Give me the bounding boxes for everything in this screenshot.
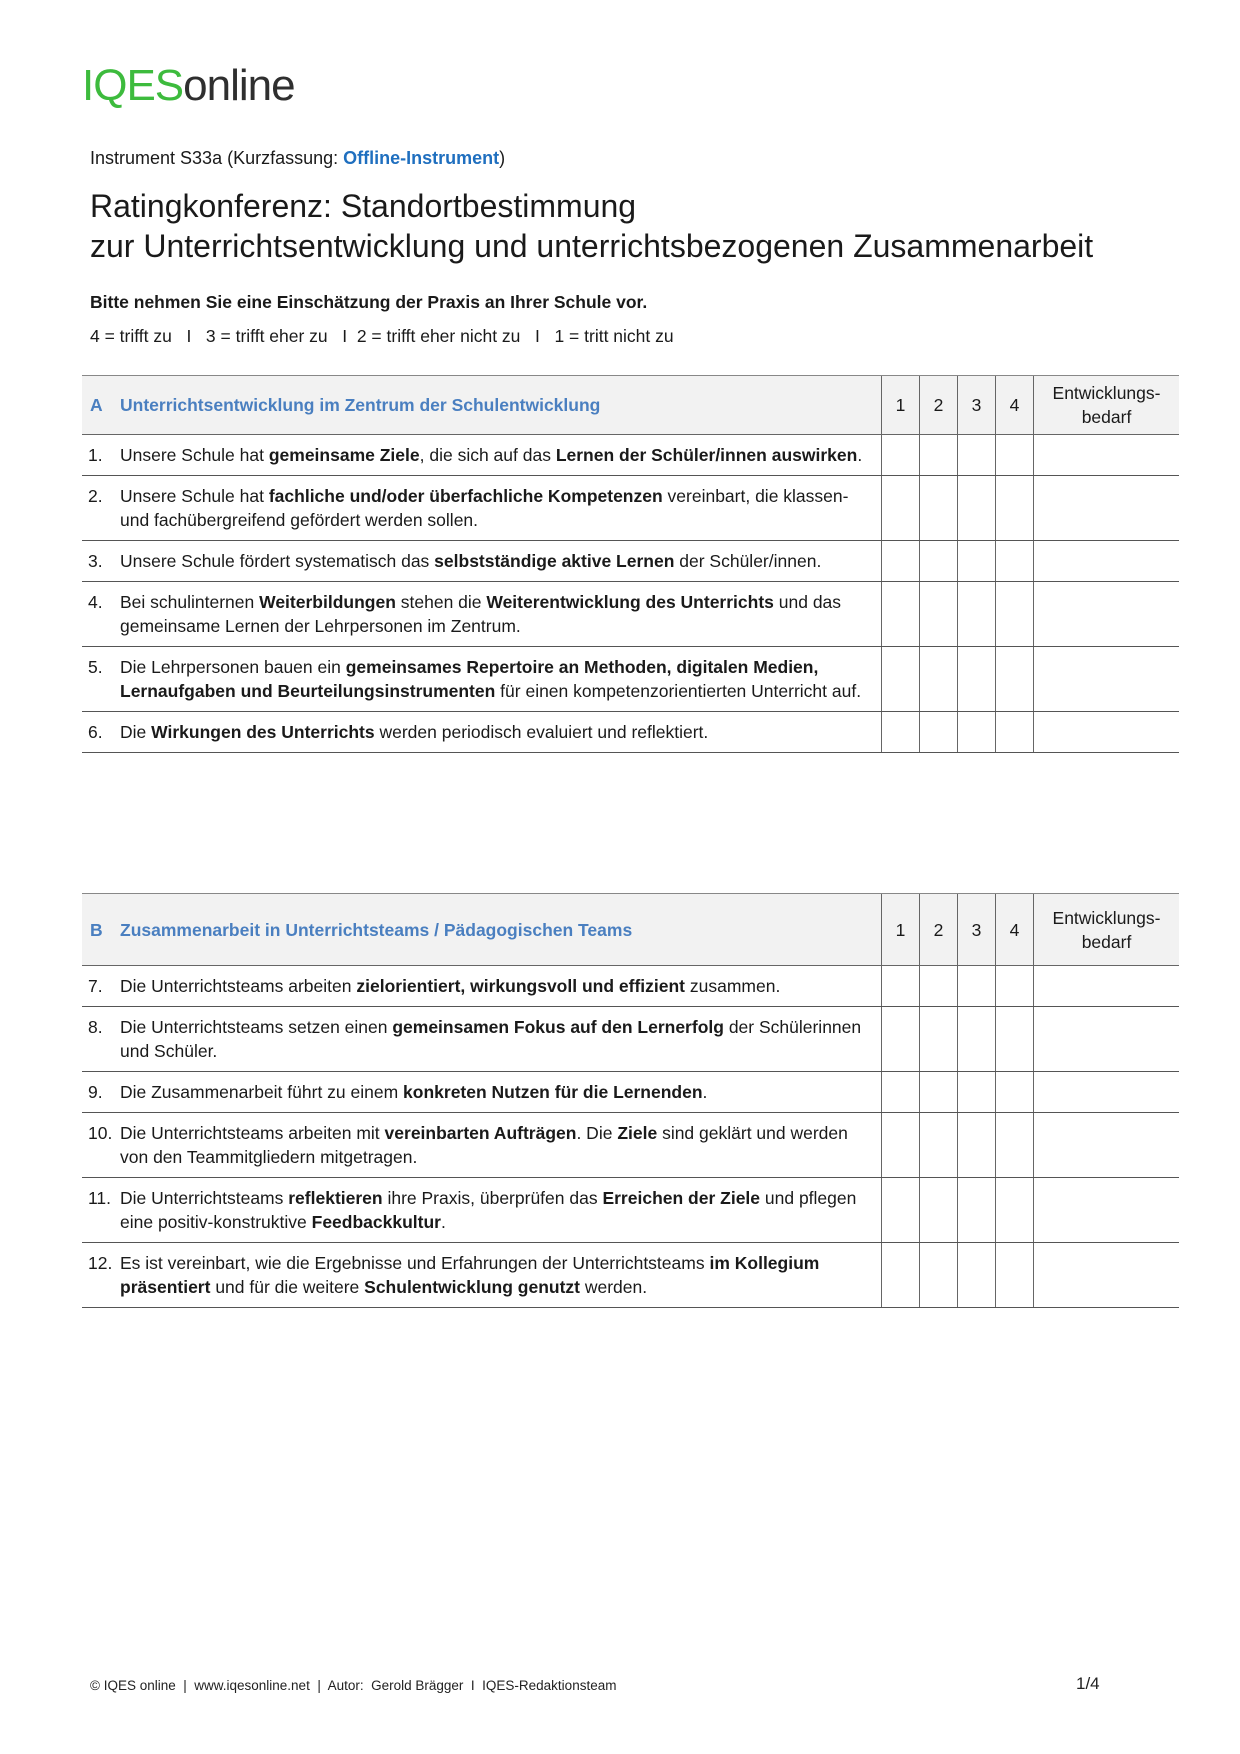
statement-text: Die Unterrichtsteams setzen einen xyxy=(120,1017,393,1037)
rating-cell-2[interactable] xyxy=(920,435,958,476)
section-letter: A xyxy=(82,376,119,435)
statement-text: und für die weitere xyxy=(210,1277,365,1297)
rating-cell-1[interactable] xyxy=(882,1243,920,1308)
statement-text: , die sich auf das xyxy=(419,445,556,465)
rating-cell-4[interactable] xyxy=(996,476,1034,541)
title-line-2: zur Unterrichtsentwicklung und unterrichtsbezogenen Zusammenarbeit xyxy=(90,228,1094,264)
statement-text: Die Lehrpersonen bauen ein xyxy=(120,657,346,677)
need-line-2: bedarf xyxy=(1081,931,1132,952)
item-number: 6. xyxy=(82,712,119,753)
rating-cell-1[interactable] xyxy=(882,1113,920,1178)
rating-cell-4[interactable] xyxy=(996,1243,1034,1308)
item-number: 1. xyxy=(82,435,119,476)
rating-cell-2[interactable] xyxy=(920,541,958,582)
rating-cell-4[interactable] xyxy=(996,1007,1034,1072)
statement-text: Die Unterrichtsteams arbeiten mit xyxy=(120,1123,385,1143)
page-number: 1/4 xyxy=(1076,1674,1100,1693)
rating-cell-1[interactable] xyxy=(882,647,920,712)
instrument-line xyxy=(90,148,505,169)
statement-text: stehen die xyxy=(395,592,487,612)
title-line-1: Ratingkonferenz: Standortbestimmung xyxy=(90,188,637,224)
item-statement xyxy=(119,647,882,712)
statement-emphasis: vereinbarten Aufträgen xyxy=(384,1123,577,1143)
footer-text: © IQES online | www.iqesonline.net | Autor: Gerold Brägger I IQES-Redaktionsteam xyxy=(90,1678,617,1693)
scale-header-3: 3 xyxy=(958,894,996,966)
rating-cell-1[interactable] xyxy=(882,582,920,647)
rating-cell-4[interactable] xyxy=(996,1178,1034,1243)
rating-cell-1[interactable] xyxy=(882,1072,920,1113)
development-need-cell[interactable] xyxy=(1034,1007,1180,1072)
section-letter: B xyxy=(82,894,119,966)
development-need-cell[interactable] xyxy=(1034,712,1180,753)
rating-cell-2[interactable] xyxy=(920,582,958,647)
rating-cell-2[interactable] xyxy=(920,1243,958,1308)
statement-text: Es ist vereinbart, wie die Ergebnisse und Erfahrungen der Unterrichtsteams xyxy=(120,1253,710,1273)
statement-emphasis: Weiterentwicklung des Unterrichts xyxy=(486,592,774,612)
item-number: 12. xyxy=(82,1243,119,1308)
development-need-header xyxy=(1034,894,1180,966)
item-number: 2. xyxy=(82,476,119,541)
statement-text: vereinbart, die klassen- und fachübergreifend gefördert werden sollen. xyxy=(120,486,849,530)
statement-emphasis: Weiterbildungen xyxy=(259,592,396,612)
statement-text: ihre Praxis, überprüfen das xyxy=(382,1188,603,1208)
logo-iqes: IQES xyxy=(82,61,184,110)
development-need-header xyxy=(1034,376,1180,435)
statement-text: Bei schulinternen xyxy=(120,592,260,612)
item-statement xyxy=(119,1113,882,1178)
need-line-1: Entwicklungs- xyxy=(1052,907,1161,928)
statement-text: für einen kompetenzorientierten Unterricht auf. xyxy=(495,681,862,701)
development-need-cell[interactable] xyxy=(1034,1113,1180,1178)
section-title: Unterrichtsentwicklung im Zentrum der Schulentwicklung xyxy=(119,376,882,435)
rating-cell-2[interactable] xyxy=(920,1113,958,1178)
page-title xyxy=(90,186,1093,266)
item-statement xyxy=(119,1178,882,1243)
rating-cell-1[interactable] xyxy=(882,541,920,582)
statement-text: der Schüler/innen. xyxy=(674,551,822,571)
statement-text: Die xyxy=(120,722,152,742)
table-row xyxy=(82,712,1179,753)
statement-emphasis: zielorientiert, wirkungsvoll und effizient xyxy=(356,976,686,996)
statement-text: . xyxy=(857,445,863,465)
item-statement xyxy=(119,712,882,753)
statement-emphasis: Erreichen der Ziele xyxy=(602,1188,761,1208)
development-need-cell[interactable] xyxy=(1034,476,1180,541)
instrument-prefix: Instrument S33a (Kurzfassung: xyxy=(90,148,344,168)
section-a-header xyxy=(82,376,1179,435)
rating-cell-2[interactable] xyxy=(920,712,958,753)
rating-cell-3[interactable] xyxy=(958,712,996,753)
rating-cell-3[interactable] xyxy=(958,435,996,476)
statement-emphasis: gemeinsames Repertoire an Methoden, digitalen Medien, Lernaufgaben und Beurteilungsinstrumenten xyxy=(120,657,819,701)
scale-header-1: 1 xyxy=(882,894,920,966)
rating-cell-4[interactable] xyxy=(996,1113,1034,1178)
rating-cell-2[interactable] xyxy=(920,647,958,712)
scale-header-1: 1 xyxy=(882,376,920,435)
statement-emphasis: Schulentwicklung genutzt xyxy=(364,1277,580,1297)
statement-text: . xyxy=(440,1212,446,1232)
statement-emphasis: selbstständige aktive Lernen xyxy=(434,551,675,571)
statement-emphasis: gemeinsame Ziele xyxy=(268,445,420,465)
item-statement xyxy=(119,1072,882,1113)
scale-header-4: 4 xyxy=(996,894,1034,966)
item-number: 11. xyxy=(82,1178,119,1243)
statement-text: der Schülerinnen und Schüler. xyxy=(120,1017,862,1061)
item-number: 4. xyxy=(82,582,119,647)
rating-cell-4[interactable] xyxy=(996,966,1034,1007)
statement-text: und pflegen eine positiv-konstruktive xyxy=(120,1188,857,1232)
need-line-2: bedarf xyxy=(1081,407,1132,427)
scale-header-2: 2 xyxy=(920,894,958,966)
statement-text: zusammen. xyxy=(685,976,781,996)
rating-cell-3[interactable] xyxy=(958,541,996,582)
statement-text: . xyxy=(702,1082,708,1102)
section-b-header xyxy=(82,894,1179,966)
table-row xyxy=(82,966,1179,1007)
statement-text: werden periodisch evaluiert und reflektiert. xyxy=(374,722,709,742)
rating-cell-1[interactable] xyxy=(882,712,920,753)
instrument-suffix: ) xyxy=(499,148,506,168)
item-number: 9. xyxy=(82,1072,119,1113)
rating-cell-3[interactable] xyxy=(958,1007,996,1072)
scale-header-4: 4 xyxy=(996,376,1034,435)
development-need-cell[interactable] xyxy=(1034,1178,1180,1243)
section-title: Zusammenarbeit in Unterrichtsteams / Pädagogischen Teams xyxy=(119,894,882,966)
statement-text: Die Zusammenarbeit führt zu einem xyxy=(120,1082,404,1102)
item-number: 8. xyxy=(82,1007,119,1072)
development-need-cell[interactable] xyxy=(1034,966,1180,1007)
statement-emphasis: Feedbackkultur xyxy=(311,1212,441,1232)
rating-cell-1[interactable] xyxy=(882,966,920,1007)
rating-scale-legend: 4 = trifft zu I 3 = trifft eher zu I 2 = trifft eher nicht zu I 1 = tritt nicht zu xyxy=(90,326,674,346)
development-need-cell[interactable] xyxy=(1034,582,1180,647)
table-row xyxy=(82,476,1179,541)
rating-cell-2[interactable] xyxy=(920,1072,958,1113)
logo-online: online xyxy=(183,61,295,110)
rating-cell-2[interactable] xyxy=(920,966,958,1007)
item-statement xyxy=(119,582,882,647)
table-row xyxy=(82,1072,1179,1113)
statement-text: Unsere Schule hat xyxy=(120,486,269,506)
scale-header-3: 3 xyxy=(958,376,996,435)
development-need-cell[interactable] xyxy=(1034,1243,1180,1308)
rating-cell-4[interactable] xyxy=(996,541,1034,582)
statement-emphasis: konkreten Nutzen für die Lernenden xyxy=(403,1082,703,1102)
item-statement xyxy=(119,435,882,476)
iqes-logo xyxy=(82,61,295,110)
statement-text: . Die xyxy=(576,1123,618,1143)
statement-text: Die Unterrichtsteams arbeiten xyxy=(120,976,357,996)
item-number: 5. xyxy=(82,647,119,712)
rating-cell-2[interactable] xyxy=(920,1178,958,1243)
item-number: 7. xyxy=(82,966,119,1007)
development-need-cell[interactable] xyxy=(1034,647,1180,712)
statement-text: Unsere Schule hat xyxy=(120,445,269,465)
item-number: 3. xyxy=(82,541,119,582)
scale-header-2: 2 xyxy=(920,376,958,435)
item-statement xyxy=(119,1007,882,1072)
table-row xyxy=(82,1007,1179,1072)
item-statement xyxy=(119,966,882,1007)
item-statement xyxy=(119,1243,882,1308)
development-need-cell[interactable] xyxy=(1034,435,1180,476)
statement-text: werden. xyxy=(580,1277,648,1297)
development-need-cell[interactable] xyxy=(1034,541,1180,582)
table-row xyxy=(82,647,1179,712)
table-row xyxy=(82,582,1179,647)
statement-emphasis: fachliche und/oder überfachliche Kompetenzen xyxy=(268,486,663,506)
rating-cell-4[interactable] xyxy=(996,712,1034,753)
rating-cell-4[interactable] xyxy=(996,435,1034,476)
instruction-text: Bitte nehmen Sie eine Einschätzung der Praxis an Ihrer Schule vor. xyxy=(90,292,648,312)
statement-text: sind geklärt und werden von den Teammitgliedern mitgetragen. xyxy=(120,1123,848,1167)
statement-emphasis: reflektieren xyxy=(288,1188,383,1208)
item-number: 10. xyxy=(82,1113,119,1178)
rating-cell-1[interactable] xyxy=(882,435,920,476)
table-row xyxy=(82,1178,1179,1243)
statement-emphasis: Wirkungen des Unterrichts xyxy=(151,722,375,742)
section-b-table xyxy=(82,893,1179,1308)
table-row xyxy=(82,1113,1179,1178)
item-statement xyxy=(119,541,882,582)
table-row xyxy=(82,435,1179,476)
rating-cell-3[interactable] xyxy=(958,476,996,541)
rating-cell-3[interactable] xyxy=(958,1113,996,1178)
table-row xyxy=(82,541,1179,582)
rating-cell-4[interactable] xyxy=(996,582,1034,647)
rating-cell-1[interactable] xyxy=(882,1007,920,1072)
section-a-table xyxy=(82,375,1179,753)
rating-cell-4[interactable] xyxy=(996,1072,1034,1113)
rating-cell-2[interactable] xyxy=(920,476,958,541)
statement-emphasis: gemeinsamen Fokus auf den Lernerfolg xyxy=(392,1017,724,1037)
rating-cell-3[interactable] xyxy=(958,1243,996,1308)
rating-cell-4[interactable] xyxy=(996,647,1034,712)
rating-cell-3[interactable] xyxy=(958,966,996,1007)
rating-cell-3[interactable] xyxy=(958,1178,996,1243)
need-line-1: Entwicklungs- xyxy=(1052,383,1161,403)
development-need-cell[interactable] xyxy=(1034,1072,1180,1113)
rating-cell-3[interactable] xyxy=(958,582,996,647)
rating-cell-3[interactable] xyxy=(958,1072,996,1113)
item-statement xyxy=(119,476,882,541)
rating-cell-1[interactable] xyxy=(882,1178,920,1243)
table-row xyxy=(82,1243,1179,1308)
statement-emphasis: Lernen der Schüler/innen auswirken xyxy=(555,445,858,465)
statement-text: Die Unterrichtsteams xyxy=(120,1188,289,1208)
rating-cell-1[interactable] xyxy=(882,476,920,541)
offline-instrument-link[interactable]: Offline-Instrument xyxy=(343,148,500,168)
statement-text: und das gemeinsame Lernen der Lehrpersonen im Zentrum. xyxy=(120,592,842,636)
statement-emphasis: Ziele xyxy=(617,1123,658,1143)
rating-cell-2[interactable] xyxy=(920,1007,958,1072)
rating-cell-3[interactable] xyxy=(958,647,996,712)
statement-text: Unsere Schule fördert systematisch das xyxy=(120,551,435,571)
statement-emphasis: im Kollegium präsentiert xyxy=(120,1253,820,1297)
